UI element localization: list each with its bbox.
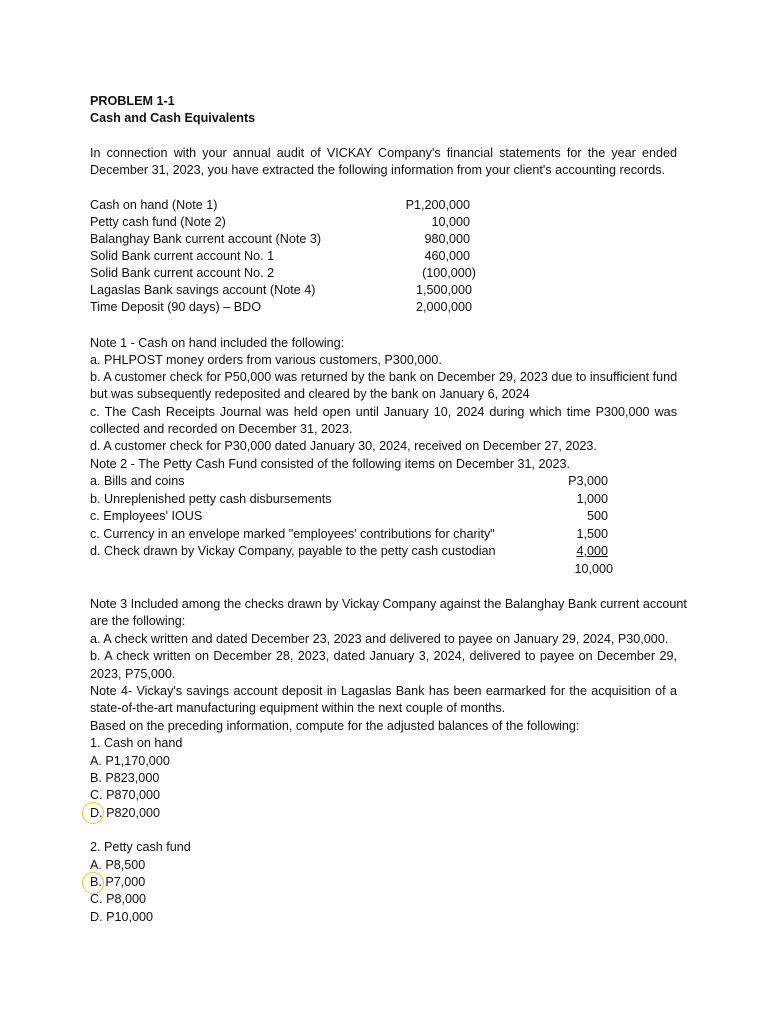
petty-cash-item-amount: 1,000 bbox=[576, 492, 608, 506]
account-label: Solid Bank current account No. 1 bbox=[90, 249, 275, 263]
petty-cash-item-label: c. Currency in an envelope marked "employees' contributions for charity" bbox=[90, 527, 495, 541]
q1-choice-a: A. P1,170,000 bbox=[90, 754, 170, 768]
account-label: Balanghay Bank current account (Note 3) bbox=[90, 232, 322, 246]
question-2: 2. Petty cash fund bbox=[90, 840, 191, 854]
account-amount: 980,000 bbox=[424, 232, 470, 246]
note3-item-b-line2: 2023, P75,000. bbox=[90, 667, 176, 681]
note1-item-d: d. A customer check for P30,000 dated January 30, 2024, received on December 27, 2023. bbox=[90, 439, 597, 453]
note4-line-2: state-of-the-art manufacturing equipment within the next couple of months. bbox=[90, 701, 506, 715]
q2-choice-c: C. P8,000 bbox=[90, 892, 147, 906]
account-amount: (100,000) bbox=[422, 266, 476, 280]
note3-item-b-line1: b. A check written on December 28, 2023, dated January 3, 2024, delivered to payee on December 29, bbox=[90, 649, 677, 663]
petty-cash-item-label: d. Check drawn by Vickay Company, payable to the petty cash custodian bbox=[90, 544, 496, 558]
problem-title: Cash and Cash Equivalents bbox=[90, 111, 256, 125]
q1-choice-b: B. P823,000 bbox=[90, 771, 160, 785]
note1-item-a: a. PHLPOST money orders from various customers, P300,000. bbox=[90, 353, 442, 367]
answer-circle-mark bbox=[82, 872, 104, 894]
petty-cash-item-amount: P3,000 bbox=[568, 474, 608, 488]
account-label: Solid Bank current account No. 2 bbox=[90, 266, 275, 280]
answer-circle-mark bbox=[82, 802, 104, 824]
q1-choice-d: D. P820,000 bbox=[90, 806, 161, 820]
note3-line-1: Note 3 Included among the checks drawn by Vickay Company against the Balanghay Bank current account bbox=[90, 597, 687, 611]
note3-line-2: are the following: bbox=[90, 614, 186, 628]
note1-heading: Note 1 - Cash on hand included the following: bbox=[90, 336, 345, 350]
petty-cash-item-amount: 4,000 bbox=[576, 544, 608, 558]
intro-line-2: December 31, 2023, you have extracted the following information from your client's accounting records. bbox=[90, 163, 666, 177]
note1-item-c-line2: collected and recorded on December 31, 2023. bbox=[90, 422, 353, 436]
petty-cash-item-label: b. Unreplenished petty cash disbursements bbox=[90, 492, 332, 506]
petty-cash-item-amount: 1,500 bbox=[576, 527, 608, 541]
note1-item-c-line1: c. The Cash Receipts Journal was held open until January 10, 2024 during which time P300,000 was bbox=[90, 405, 677, 419]
account-amount: 2,000,000 bbox=[415, 300, 472, 314]
account-amount: 1,500,000 bbox=[415, 283, 472, 297]
q2-choice-d: D. P10,000 bbox=[90, 910, 154, 924]
q2-choice-b: B. P7,000 bbox=[90, 875, 146, 889]
note1-item-b-line2: but was subsequently redeposited and cleared by the bank on January 6, 2024 bbox=[90, 387, 530, 401]
question-1: 1. Cash on hand bbox=[90, 736, 183, 750]
account-label: Time Deposit (90 days) – BDO bbox=[90, 300, 262, 314]
q2-choice-a: A. P8,500 bbox=[90, 858, 146, 872]
note2-heading: Note 2 - The Petty Cash Fund consisted of the following items on December 31, 2023. bbox=[90, 457, 570, 471]
account-amount: 10,000 bbox=[431, 215, 470, 229]
instruction: Based on the preceding information, compute for the adjusted balances of the following: bbox=[90, 719, 580, 733]
petty-cash-item-amount: 500 bbox=[586, 509, 608, 523]
petty-cash-item-label: a. Bills and coins bbox=[90, 474, 185, 488]
account-amount: 460,000 bbox=[424, 249, 470, 263]
account-amount: P1,200,000 bbox=[405, 198, 470, 212]
intro-line-1: In connection with your annual audit of VICKAY Company's financial statements for the year ended bbox=[90, 146, 677, 160]
note1-item-b-line1: b. A customer check for P50,000 was returned by the bank on December 29, 2023 due to insufficient fund bbox=[90, 370, 678, 384]
petty-cash-total: 10,000 bbox=[574, 562, 613, 576]
q1-choice-c: C. P870,000 bbox=[90, 788, 161, 802]
note4-line-1: Note 4- Vickay's savings account deposit in Lagaslas Bank has been earmarked for the acquisition of a bbox=[90, 684, 677, 698]
account-label: Cash on hand (Note 1) bbox=[90, 198, 218, 212]
petty-cash-item-label: c. Employees' IOUS bbox=[90, 509, 203, 523]
account-label: Petty cash fund (Note 2) bbox=[90, 215, 226, 229]
account-label: Lagaslas Bank savings account (Note 4) bbox=[90, 283, 316, 297]
problem-number: PROBLEM 1-1 bbox=[90, 94, 175, 108]
note3-item-a: a. A check written and dated December 23, 2023 and delivered to payee on January 29, 2024, P30,000. bbox=[90, 632, 669, 646]
